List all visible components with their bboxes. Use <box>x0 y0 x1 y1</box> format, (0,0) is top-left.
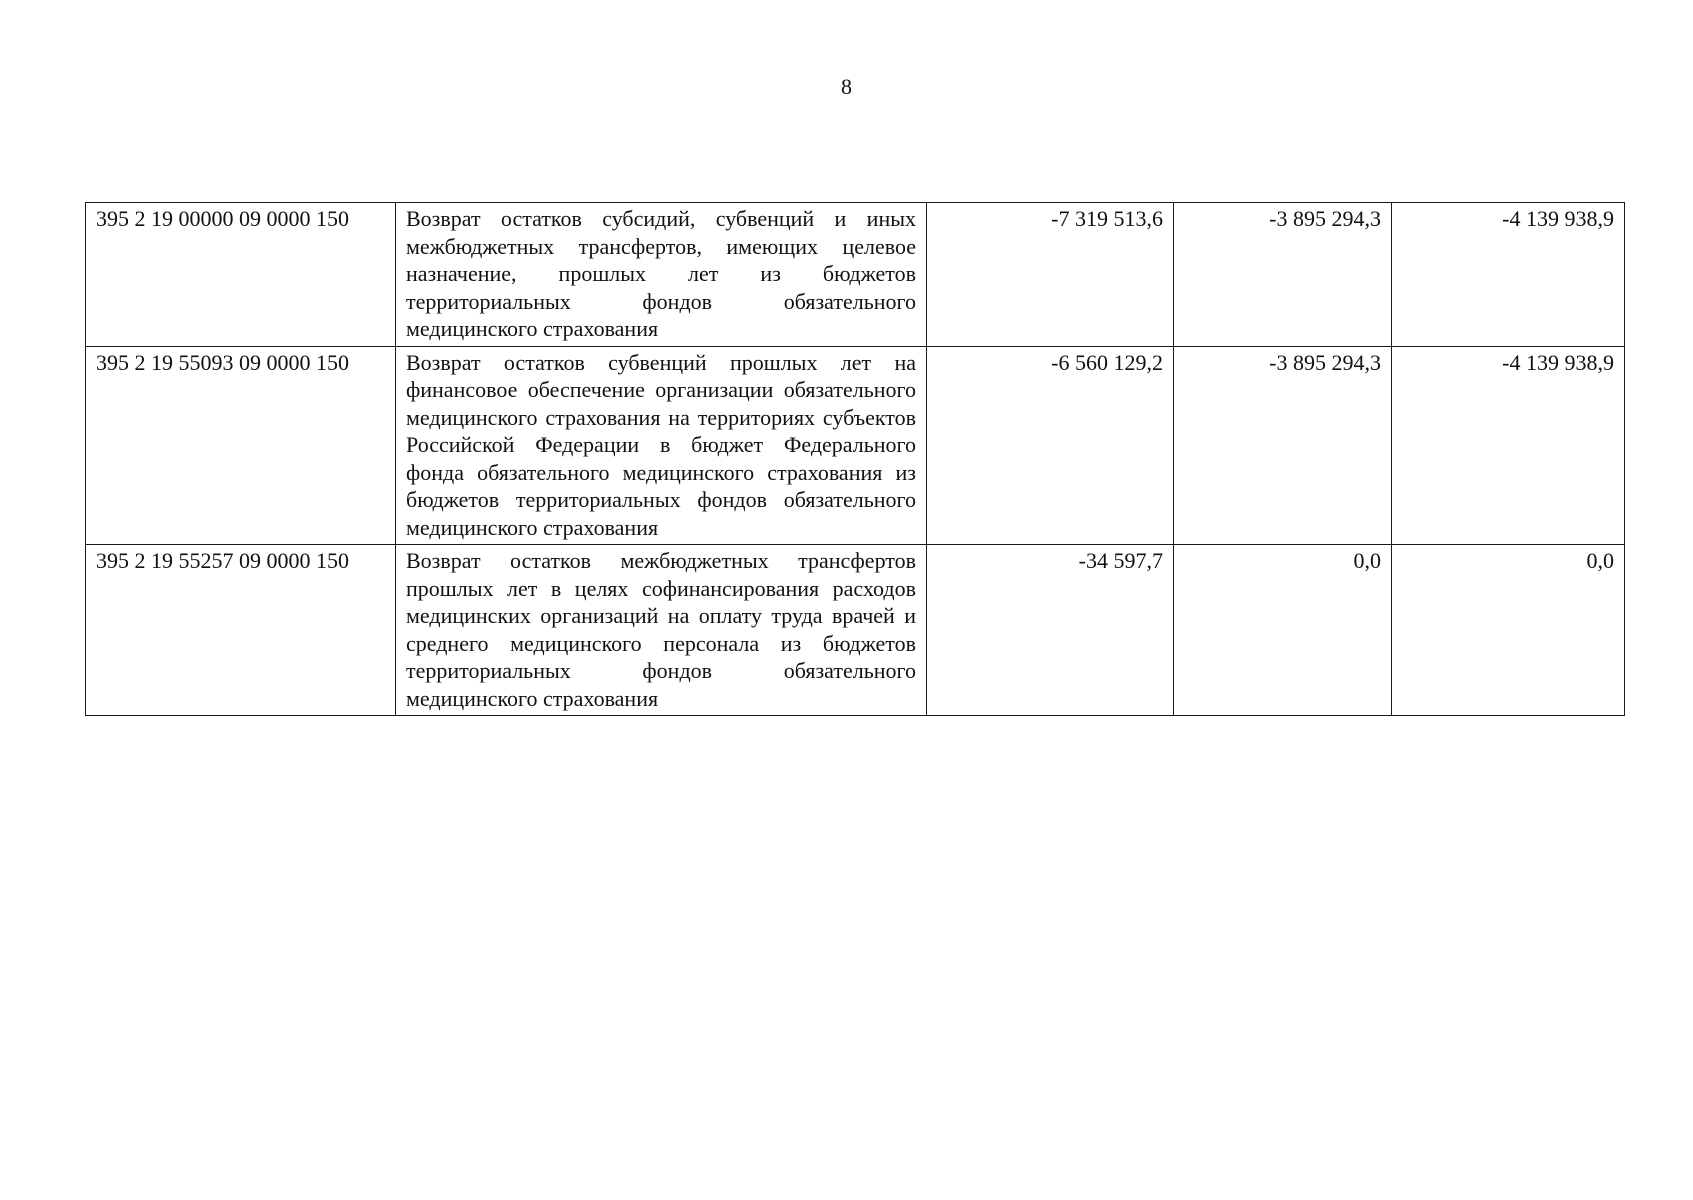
amount-cell-1: -7 319 513,6 <box>927 203 1174 347</box>
table-row <box>86 346 1625 545</box>
budget-code-cell: 395 2 19 55257 09 0000 150 <box>86 545 396 716</box>
description-cell: Возврат остатков субсидий, субвенций и иных межбюджетных трансфертов, имеющих целевое назначение, прошлых лет из бюджетов территориальных фондов обязательного медицинского страхования <box>396 203 927 347</box>
page-number: 8 <box>841 74 852 99</box>
budget-table <box>85 202 1625 716</box>
description-cell: Возврат остатков субвенций прошлых лет на финансовое обеспечение организации обязательного медицинского страхования на территориях субъектов Российской Федерации в бюджет Федерального фонда обязательного медицинского страхования из бюджетов территориальных фондов обязательного медицинского страхования <box>396 346 927 545</box>
table-row <box>86 203 1625 347</box>
amount-cell-2: -3 895 294,3 <box>1174 346 1392 545</box>
amount-cell-1: -6 560 129,2 <box>927 346 1174 545</box>
description-cell: Возврат остатков межбюджетных трансфертов прошлых лет в целях софинансирования расходов медицинских организаций на оплату труда врачей и среднего медицинского персонала из бюджетов территориальных фондов обязательного медицинского страхования <box>396 545 927 716</box>
amount-cell-3: -4 139 938,9 <box>1392 203 1625 347</box>
budget-code-cell: 395 2 19 00000 09 0000 150 <box>86 203 396 347</box>
table-row <box>86 545 1625 716</box>
amount-cell-2: 0,0 <box>1174 545 1392 716</box>
amount-cell-3: -4 139 938,9 <box>1392 346 1625 545</box>
amount-cell-1: -34 597,7 <box>927 545 1174 716</box>
budget-code-cell: 395 2 19 55093 09 0000 150 <box>86 346 396 545</box>
amount-cell-3: 0,0 <box>1392 545 1625 716</box>
amount-cell-2: -3 895 294,3 <box>1174 203 1392 347</box>
